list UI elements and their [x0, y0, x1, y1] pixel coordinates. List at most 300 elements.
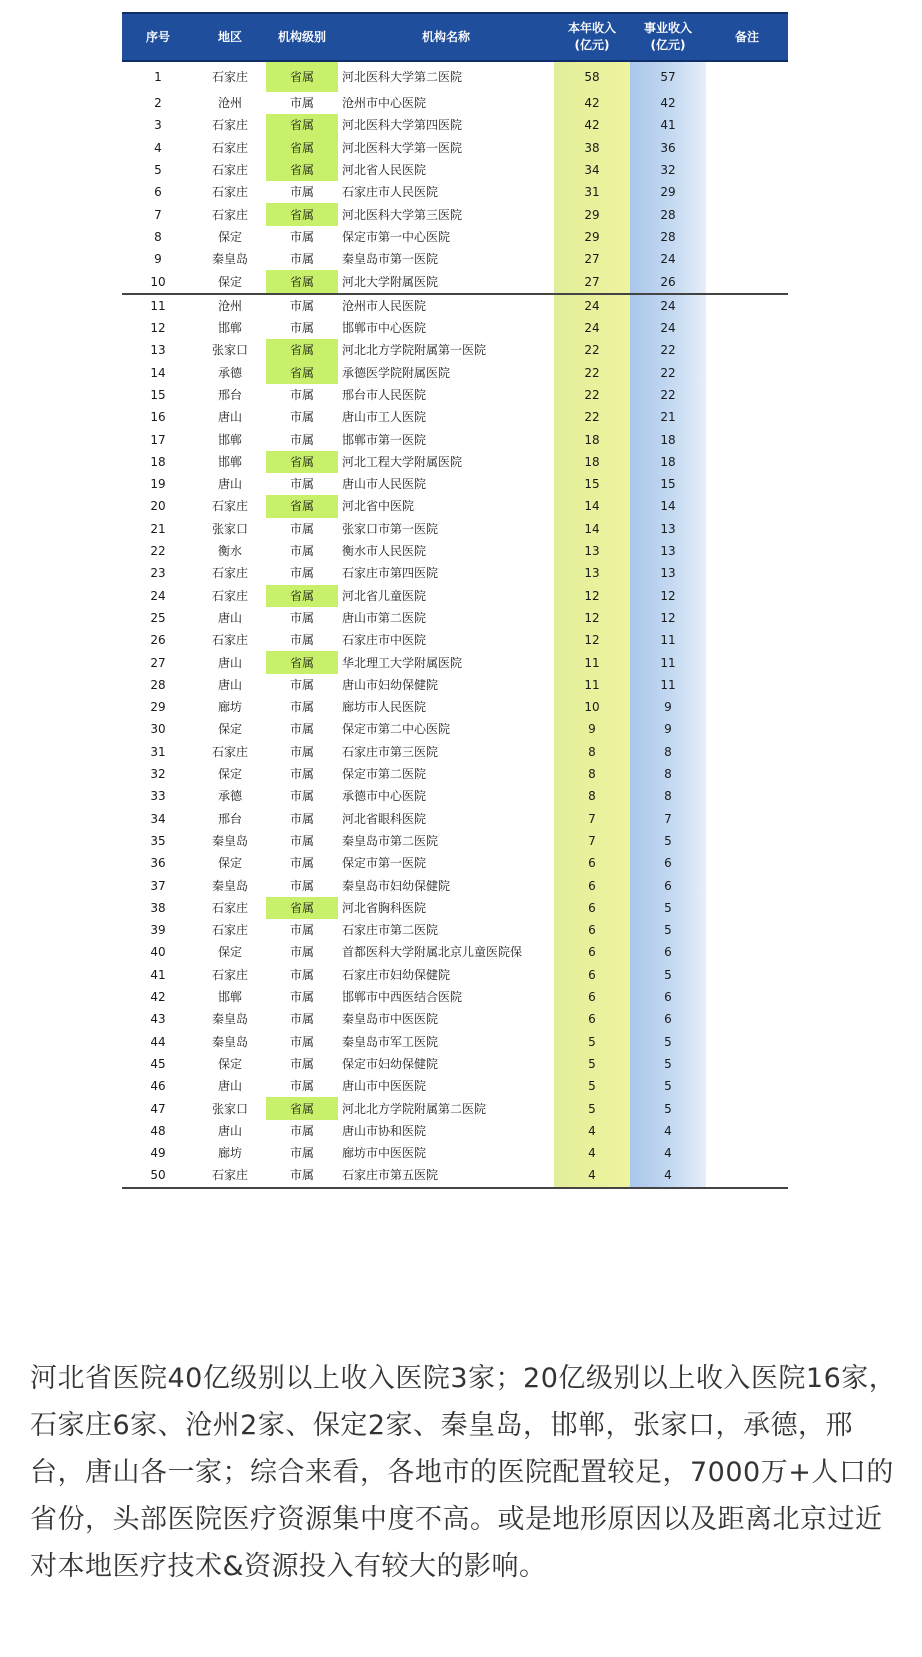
cell-level: 省属 — [266, 495, 338, 517]
cell-note — [706, 226, 788, 248]
cell-no: 12 — [150, 321, 166, 336]
cell-business: 42 — [630, 92, 706, 114]
cell-no: 45 — [150, 1056, 166, 1071]
cell-level: 市属 — [289, 1034, 314, 1049]
cell-name: 河北大学附属医院 — [338, 270, 554, 293]
cell-name: 河北医科大学第二医院 — [342, 70, 463, 84]
cell-income: 24 — [554, 317, 630, 339]
cell-name: 石家庄市中医院 — [342, 633, 427, 648]
cell-no: 49 — [150, 1146, 166, 1161]
cell-level: 市属 — [289, 967, 314, 982]
cell-name: 沧州市人民医院 — [342, 298, 427, 313]
cell-income: 8 — [554, 763, 630, 785]
cell-income: 22 — [554, 384, 630, 406]
cell-region: 石家庄 — [211, 499, 248, 514]
cell-name: 唐山市协和医院 — [342, 1123, 427, 1138]
cell-business: 6 — [630, 986, 706, 1008]
cell-level: 市属 — [266, 1164, 338, 1187]
cell-region: 邯郸 — [217, 454, 242, 469]
cell-business: 8 — [630, 763, 706, 785]
cell-no: 15 — [150, 388, 166, 402]
cell-region: 石家庄 — [211, 588, 248, 603]
cell-business: 29 — [630, 181, 706, 203]
cell-income: 6 — [554, 986, 630, 1008]
cell-income: 4 — [554, 1164, 630, 1187]
table-header — [122, 13, 788, 61]
cell-region: 张家口 — [211, 521, 248, 536]
cell-name: 唐山市工人医院 — [342, 410, 427, 425]
cell-income: 12 — [554, 585, 630, 607]
cell-name: 唐山市妇幼保健院 — [342, 677, 439, 692]
cell-level: 市属 — [289, 388, 314, 402]
cell-level: 省属 — [266, 270, 338, 293]
table-row — [122, 562, 788, 584]
cell-note — [706, 1120, 788, 1142]
cell-note — [706, 1097, 788, 1119]
cell-level: 市属 — [289, 1012, 314, 1027]
cell-note — [706, 203, 788, 225]
cell-note — [706, 964, 788, 986]
cell-income: 6 — [554, 897, 630, 919]
cell-note — [706, 785, 788, 807]
cell-income: 6 — [554, 1008, 630, 1030]
table-row — [122, 830, 788, 852]
table-row — [122, 159, 788, 181]
table-row — [122, 1053, 788, 1075]
cell-no: 13 — [150, 343, 166, 358]
cell-no: 19 — [150, 477, 166, 492]
table-row — [122, 317, 788, 339]
cell-no: 2 — [154, 96, 162, 111]
cell-name: 保定市第二医院 — [342, 767, 427, 782]
cell-income: 14 — [554, 495, 630, 517]
cell-region: 沧州 — [217, 298, 242, 313]
cell-business: 11 — [630, 674, 706, 696]
cell-business: 6 — [630, 874, 706, 896]
table-row — [122, 897, 788, 919]
cell-no: 22 — [150, 544, 166, 559]
cell-income: 5 — [554, 1053, 630, 1075]
cell-no: 47 — [150, 1101, 166, 1116]
cell-name: 河北医科大学第三医院 — [342, 207, 463, 222]
cell-no: 5 — [154, 163, 162, 178]
cell-no: 38 — [150, 900, 166, 915]
cell-region: 石家庄 — [194, 1164, 266, 1187]
cell-no: 26 — [150, 633, 166, 648]
cell-note — [706, 585, 788, 607]
cell-income: 22 — [554, 362, 630, 384]
cell-note — [706, 137, 788, 159]
cell-name: 石家庄市第五医院 — [338, 1164, 554, 1187]
cell-business: 22 — [630, 384, 706, 406]
cell-note — [706, 540, 788, 562]
cell-income: 18 — [554, 428, 630, 450]
cell-income: 8 — [554, 785, 630, 807]
cell-name: 承德市中心医院 — [342, 789, 427, 804]
cell-name: 秦皇岛市第二医院 — [342, 833, 439, 848]
cell-business: 6 — [630, 1008, 706, 1030]
cell-note — [706, 852, 788, 874]
table-row — [122, 226, 788, 248]
cell-region: 保定 — [217, 229, 242, 244]
table-body — [122, 61, 788, 1188]
cell-business: 11 — [630, 629, 706, 651]
cell-business: 5 — [630, 1053, 706, 1075]
cell-name: 廊坊市中医医院 — [342, 1146, 427, 1161]
cell-income: 12 — [554, 629, 630, 651]
cell-income: 12 — [554, 607, 630, 629]
cell-region: 石家庄 — [211, 744, 248, 759]
cell-level: 市属 — [289, 1123, 314, 1138]
cell-note — [706, 741, 788, 763]
table-row — [122, 986, 788, 1008]
cell-name: 邯郸市中西医结合医院 — [342, 990, 463, 1005]
table-row — [122, 294, 788, 317]
cell-note — [706, 1008, 788, 1030]
cell-level: 市属 — [289, 544, 314, 559]
header-income-unit: (亿元) — [574, 38, 610, 52]
table-row — [122, 964, 788, 986]
cell-name: 河北北方学院附属第一医院 — [342, 343, 487, 358]
cell-note — [706, 406, 788, 428]
cell-name: 邯郸市第一医院 — [342, 432, 427, 447]
table-row — [122, 1008, 788, 1030]
cell-income: 9 — [554, 718, 630, 740]
cell-region: 衡水 — [217, 544, 242, 559]
cell-income: 13 — [554, 562, 630, 584]
cell-name: 廊坊市人民医院 — [342, 700, 427, 715]
cell-income: 5 — [554, 1030, 630, 1052]
table-row — [122, 114, 788, 136]
cell-no: 28 — [150, 677, 166, 692]
cell-income: 5 — [554, 1075, 630, 1097]
header-business-title: 事业收入 — [643, 21, 692, 35]
table-row — [122, 785, 788, 807]
table-row — [122, 406, 788, 428]
table-row — [122, 607, 788, 629]
cell-name: 沧州市中心医院 — [342, 96, 427, 111]
cell-income: 11 — [554, 651, 630, 673]
table-row — [122, 518, 788, 540]
cell-region: 邢台 — [217, 388, 242, 402]
cell-business: 26 — [630, 270, 706, 293]
cell-note — [706, 1142, 788, 1164]
header-row — [122, 13, 788, 61]
cell-level: 市属 — [289, 789, 314, 804]
cell-name: 唐山市中医医院 — [342, 1079, 427, 1094]
header-income — [554, 13, 630, 61]
table-row — [122, 137, 788, 159]
cell-business: 4 — [630, 1164, 706, 1187]
cell-business: 32 — [630, 159, 706, 181]
cell-name: 唐山市第二医院 — [342, 610, 427, 625]
table-row — [122, 629, 788, 651]
cell-note — [706, 384, 788, 406]
cell-business: 22 — [630, 339, 706, 361]
cell-note — [706, 294, 788, 317]
cell-level: 省属 — [266, 651, 338, 673]
cell-income: 24 — [554, 294, 630, 317]
header-business-unit: (亿元) — [650, 38, 686, 52]
cell-business: 22 — [630, 362, 706, 384]
cell-region: 保定 — [194, 270, 266, 293]
cell-region: 廊坊 — [217, 700, 242, 715]
cell-note — [706, 451, 788, 473]
cell-level: 市属 — [289, 477, 314, 492]
cell-business: 5 — [630, 1097, 706, 1119]
cell-business: 13 — [630, 540, 706, 562]
cell-level: 市属 — [289, 633, 314, 648]
table-row — [122, 1097, 788, 1119]
cell-note — [706, 92, 788, 114]
cell-note — [706, 763, 788, 785]
cell-name: 邢台市人民医院 — [342, 388, 427, 402]
cell-region: 秦皇岛 — [211, 878, 248, 893]
cell-business: 8 — [630, 741, 706, 763]
cell-no: 4 — [154, 140, 162, 155]
cell-region: 邯郸 — [217, 990, 242, 1005]
cell-note — [706, 941, 788, 963]
summary-paragraph: 河北省医院40亿级别以上收入医院3家；20亿级别以上收入医院16家，石家庄6家、沧州2家、保定2家、秦皇岛，邯郸，张家口，承德，邢台，唐山各一家；综合来看，各地市的医院配置较足，7000万+人口的省份，头部医院医疗资源集中度不高。或是地形原因以及距离北京过近对本地医疗技术&资源投入有较大的影响。 — [30, 1363, 897, 1582]
cell-no: 48 — [150, 1123, 166, 1138]
cell-region: 唐山 — [217, 1123, 242, 1138]
cell-level: 市属 — [289, 811, 314, 826]
cell-income: 42 — [554, 114, 630, 136]
cell-note — [706, 1030, 788, 1052]
cell-business: 9 — [630, 696, 706, 718]
cell-business: 24 — [630, 248, 706, 270]
cell-region: 保定 — [217, 722, 242, 737]
cell-no: 34 — [150, 811, 166, 826]
cell-region: 沧州 — [217, 96, 242, 111]
cell-business: 57 — [630, 61, 706, 92]
cell-no: 42 — [150, 990, 166, 1005]
cell-level: 市属 — [289, 1056, 314, 1071]
header-level: 机构级别 — [266, 13, 338, 61]
cell-name: 张家口市第一医院 — [342, 521, 439, 536]
cell-no: 20 — [150, 499, 166, 514]
cell-business: 6 — [630, 941, 706, 963]
cell-no: 35 — [150, 833, 166, 848]
cell-level: 市属 — [289, 878, 314, 893]
table-row — [122, 473, 788, 495]
cell-name: 石家庄市人民医院 — [342, 185, 439, 200]
cell-level: 市属 — [289, 185, 314, 200]
cell-note — [706, 339, 788, 361]
cell-region: 保定 — [217, 856, 242, 871]
cell-income: 29 — [554, 203, 630, 225]
cell-name: 河北工程大学附属医院 — [342, 454, 463, 469]
cell-region: 石家庄 — [211, 633, 248, 648]
cell-region: 唐山 — [217, 410, 242, 425]
cell-no: 7 — [154, 207, 162, 222]
cell-no: 23 — [150, 566, 166, 581]
cell-note — [706, 718, 788, 740]
cell-region: 唐山 — [217, 610, 242, 625]
table-row — [122, 428, 788, 450]
cell-business: 4 — [630, 1142, 706, 1164]
cell-name: 衡水市人民医院 — [342, 544, 427, 559]
cell-income: 58 — [554, 61, 630, 92]
cell-income: 27 — [554, 248, 630, 270]
cell-no: 33 — [150, 789, 166, 804]
cell-region: 张家口 — [211, 1101, 248, 1116]
table-row — [122, 651, 788, 673]
cell-income: 6 — [554, 874, 630, 896]
table-row — [122, 1142, 788, 1164]
cell-region: 石家庄 — [211, 163, 248, 178]
cell-business: 5 — [630, 1075, 706, 1097]
cell-name: 保定市妇幼保健院 — [342, 1056, 439, 1071]
table-row — [122, 384, 788, 406]
cell-region: 石家庄 — [211, 70, 248, 84]
table-row — [122, 92, 788, 114]
table-row — [122, 1075, 788, 1097]
cell-income: 27 — [554, 270, 630, 293]
cell-level: 市属 — [289, 722, 314, 737]
cell-level: 市属 — [289, 923, 314, 938]
cell-level: 省属 — [266, 451, 338, 473]
header-income-title: 本年收入 — [567, 21, 616, 35]
cell-region: 邯郸 — [217, 432, 242, 447]
cell-income: 4 — [554, 1120, 630, 1142]
table-row — [122, 1030, 788, 1052]
cell-region: 廊坊 — [217, 1146, 242, 1161]
cell-no: 46 — [150, 1079, 166, 1094]
cell-level: 市属 — [289, 1079, 314, 1094]
cell-no: 40 — [150, 945, 166, 960]
table-row — [122, 718, 788, 740]
cell-note — [706, 473, 788, 495]
cell-business: 18 — [630, 428, 706, 450]
table-row — [122, 919, 788, 941]
cell-income: 13 — [554, 540, 630, 562]
cell-region: 唐山 — [217, 477, 242, 492]
cell-name: 河北省胸科医院 — [342, 900, 427, 915]
cell-region: 保定 — [217, 767, 242, 782]
cell-level: 省属 — [266, 159, 338, 181]
cell-no: 41 — [150, 967, 166, 982]
table-row — [122, 362, 788, 384]
cell-income: 38 — [554, 137, 630, 159]
cell-no: 27 — [150, 655, 166, 670]
cell-income: 31 — [554, 181, 630, 203]
table-row — [122, 1164, 788, 1187]
cell-level: 市属 — [289, 521, 314, 536]
cell-level: 省属 — [266, 203, 338, 225]
cell-no: 50 — [122, 1164, 194, 1187]
hospital-revenue-table — [122, 12, 788, 1189]
cell-business: 5 — [630, 830, 706, 852]
cell-note — [706, 1053, 788, 1075]
cell-business: 11 — [630, 651, 706, 673]
cell-no: 21 — [150, 521, 166, 536]
cell-region: 秦皇岛 — [211, 833, 248, 848]
cell-name: 河北医科大学第四医院 — [342, 118, 463, 133]
cell-income: 7 — [554, 808, 630, 830]
cell-note — [706, 428, 788, 450]
table-row — [122, 339, 788, 361]
cell-no: 14 — [150, 365, 166, 380]
cell-level: 市属 — [289, 856, 314, 871]
cell-note — [706, 317, 788, 339]
cell-income: 8 — [554, 741, 630, 763]
cell-name: 河北省眼科医院 — [342, 811, 427, 826]
cell-no: 10 — [122, 270, 194, 293]
cell-level: 省属 — [266, 137, 338, 159]
table-row — [122, 540, 788, 562]
table-row — [122, 852, 788, 874]
table-row — [122, 181, 788, 203]
table-row — [122, 248, 788, 270]
cell-business: 24 — [630, 294, 706, 317]
cell-business: 9 — [630, 718, 706, 740]
cell-business: 8 — [630, 785, 706, 807]
cell-region: 石家庄 — [211, 566, 248, 581]
cell-level: 市属 — [289, 610, 314, 625]
cell-no: 36 — [150, 856, 166, 871]
cell-level: 市属 — [289, 744, 314, 759]
cell-note — [706, 270, 788, 293]
cell-business: 13 — [630, 518, 706, 540]
cell-business: 36 — [630, 137, 706, 159]
cell-no: 39 — [150, 923, 166, 938]
cell-income: 6 — [554, 919, 630, 941]
cell-note — [706, 830, 788, 852]
cell-business: 28 — [630, 203, 706, 225]
table-row — [122, 874, 788, 896]
cell-no: 37 — [150, 878, 166, 893]
cell-business: 6 — [630, 852, 706, 874]
cell-note — [706, 362, 788, 384]
cell-level: 市属 — [289, 298, 314, 313]
cell-no: 30 — [150, 722, 166, 737]
cell-no: 16 — [150, 410, 166, 425]
cell-name: 石家庄市第二医院 — [342, 923, 439, 938]
cell-note — [706, 696, 788, 718]
cell-name: 保定市第二中心医院 — [342, 722, 451, 737]
cell-note — [706, 114, 788, 136]
cell-level: 市属 — [289, 833, 314, 848]
table-row — [122, 585, 788, 607]
cell-note — [706, 248, 788, 270]
cell-name: 石家庄市第三医院 — [342, 744, 439, 759]
cell-region: 秦皇岛 — [211, 1034, 248, 1049]
cell-note — [706, 874, 788, 896]
cell-no: 11 — [150, 298, 166, 313]
cell-note — [706, 808, 788, 830]
cell-income: 29 — [554, 226, 630, 248]
table-row — [122, 61, 788, 92]
cell-no: 9 — [154, 252, 162, 267]
cell-level: 市属 — [289, 566, 314, 581]
table-row — [122, 741, 788, 763]
cell-income: 10 — [554, 696, 630, 718]
cell-level: 省属 — [266, 114, 338, 136]
cell-income: 22 — [554, 339, 630, 361]
cell-note — [706, 181, 788, 203]
cell-name: 保定市第一医院 — [342, 856, 427, 871]
cell-business: 15 — [630, 473, 706, 495]
cell-note — [706, 651, 788, 673]
cell-region: 唐山 — [217, 677, 242, 692]
cell-level: 市属 — [289, 96, 314, 111]
cell-note — [706, 518, 788, 540]
table-row — [122, 674, 788, 696]
cell-name: 秦皇岛市军工医院 — [342, 1034, 439, 1049]
cell-region: 保定 — [217, 1056, 242, 1071]
table-row — [122, 495, 788, 517]
